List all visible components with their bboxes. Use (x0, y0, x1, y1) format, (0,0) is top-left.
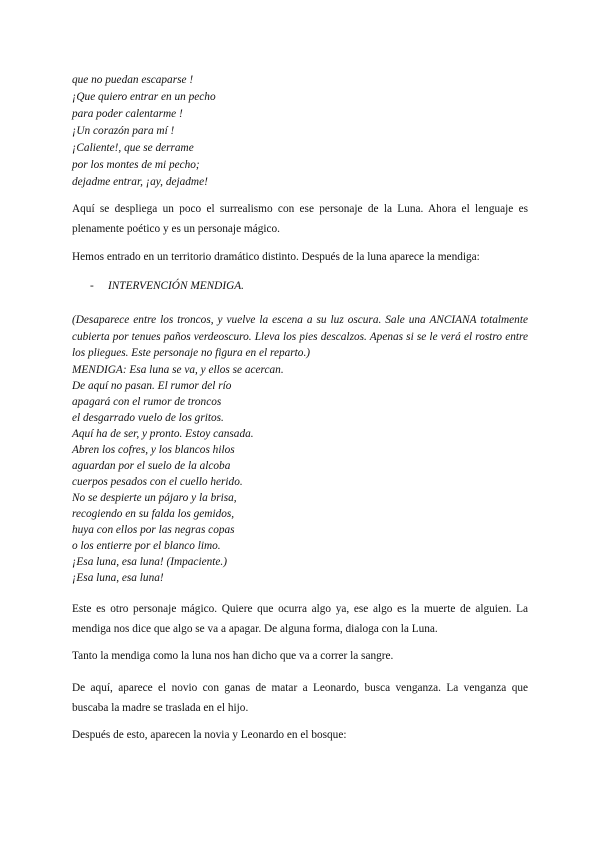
poem-line: para poder calentarme ! (72, 108, 183, 120)
poem-line: recogiendo en su falda los gemidos, (72, 508, 235, 520)
poem-line: ¡Esa luna, esa luna! (Impaciente.) (72, 556, 227, 568)
body-paragraph: Después de esto, aparecen la novia y Leonardo en el bosque: (72, 729, 347, 741)
poem-line: ¡Caliente!, que se derrame (72, 142, 194, 154)
poem-line: ¡Esa luna, esa luna! (72, 572, 164, 584)
poem-line: por los montes de mi pecho; (72, 159, 200, 171)
body-paragraph: Hemos entrado en un territorio dramático distinto. Después de la luna aparece la mendiga: (72, 251, 480, 263)
poem-line: De aquí no pasan. El rumor del río (72, 380, 232, 392)
poem-line: el desgarrado vuelo de los gritos. (72, 412, 224, 424)
poem-line: ¡Que quiero entrar en un pecho (72, 91, 216, 103)
poem-line: huya con ellos por las negras copas (72, 524, 235, 536)
poem-line: No se despierte un pájaro y la brisa, (72, 492, 237, 504)
body-paragraph: Tanto la mendiga como la luna nos han dicho que va a correr la sangre. (72, 650, 394, 662)
section-heading: INTERVENCIÓN MENDIGA. (108, 280, 244, 292)
body-paragraph: Este es otro personaje mágico. Quiere que ocurra algo ya, ese algo es la muerte de alguien. La mendiga nos dice que algo se va a apagar. De alguna forma, dialoga con la Luna. (72, 603, 528, 635)
poem-line: dejadme entrar, ¡ay, dejadme! (72, 176, 208, 188)
poem-line: o los entierre por el blanco limo. (72, 540, 221, 552)
poem-line: apagará con el rumor de troncos (72, 396, 222, 408)
poem-line: Aquí ha de ser, y pronto. Estoy cansada. (72, 428, 254, 440)
poem-line: MENDIGA: Esa luna se va, y ellos se acercan. (72, 364, 284, 376)
poem-line: Abren los cofres, y los blancos hilos (72, 444, 235, 456)
body-paragraph: De aquí, aparece el novio con ganas de matar a Leonardo, busca venganza. La venganza que buscaba la madre se traslada en el hijo. (72, 682, 528, 714)
poem-line: ¡Un corazón para mí ! (72, 125, 175, 137)
poem-line: aguardan por el suelo de la alcoba (72, 460, 231, 472)
poem-line: que no puedan escaparse ! (72, 74, 194, 86)
stage-direction: (Desaparece entre los troncos, y vuelve la escena a su luz oscura. Sale una ANCIANA totalmente cubierta por tenues paños verdeoscuro. Lleva los pies descalzos. Apenas si se le verá el rostro entre los pliegues. Este personaje no figura en el reparto.) (72, 314, 528, 359)
poem-line: cuerpos pesados con el cuello herido. (72, 476, 243, 488)
bullet-dash: - (90, 280, 94, 292)
body-paragraph: Aquí se despliega un poco el surrealismo con ese personaje de la Luna. Ahora el lenguaje es plenamente poético y es un personaje mágico. (72, 203, 528, 235)
